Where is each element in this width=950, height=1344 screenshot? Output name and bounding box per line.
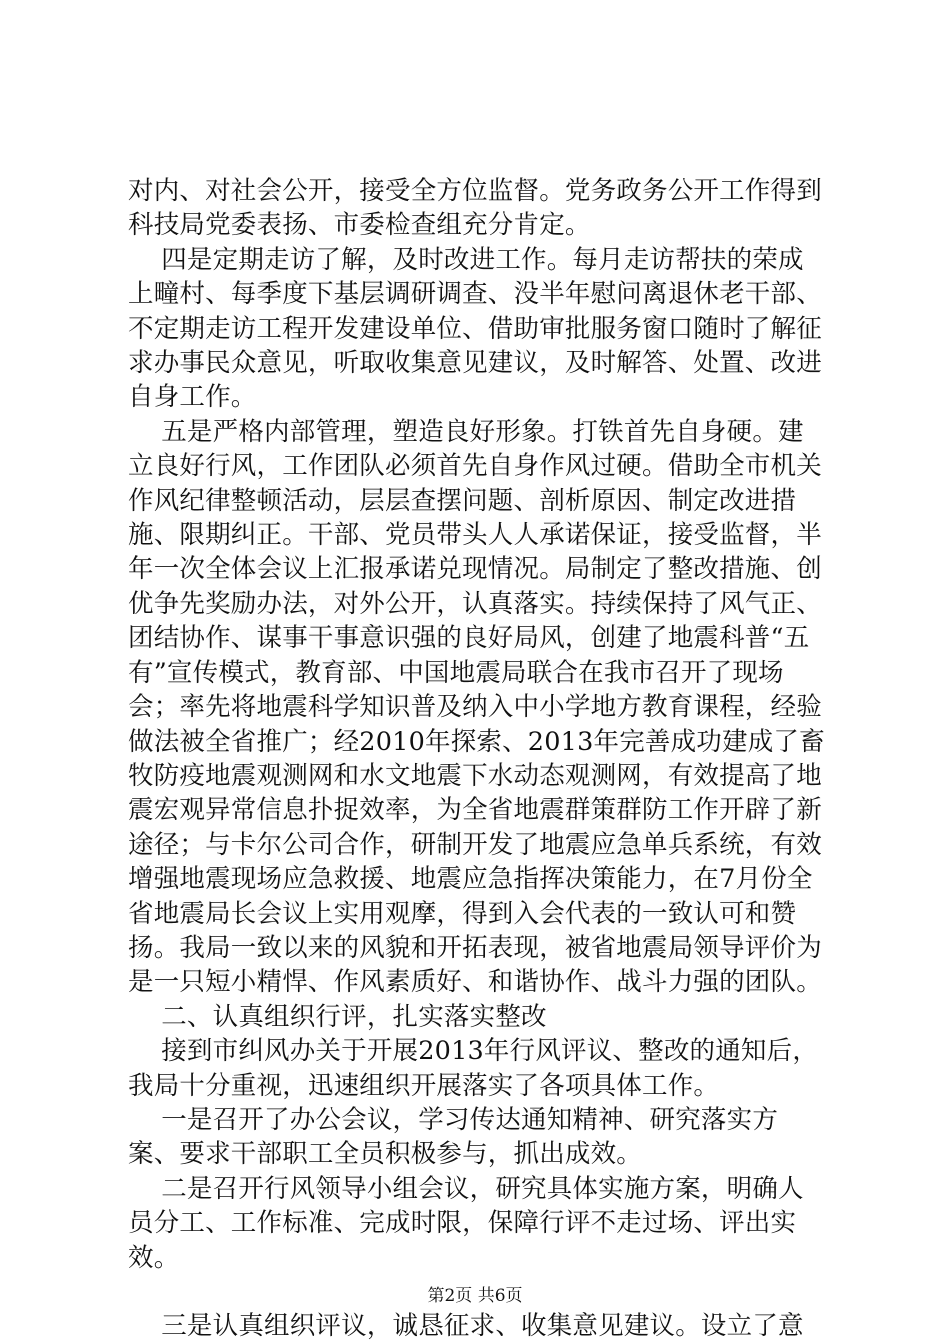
page-number-footer: 第2页 共6页 xyxy=(427,1286,523,1306)
section-heading-two: 二、认真组织行评，扎实落实整改 xyxy=(128,1001,547,1032)
paragraph-disclosure-continued: 对内、对社会公开，接受全方位监督。党务政务公开工作得到科技局党委表扬、市委检查组充分肯定。 xyxy=(128,176,822,241)
document-body xyxy=(128,174,828,1343)
paragraph-point-two-leadership: 二是召开行风领导小组会议，研究具体实施方案，明确人员分工、工作标准、完成时限，保障行评不走过场、评出实效。 xyxy=(128,1173,804,1273)
paragraph-notice-received: 接到市纠风办关于开展2013年行风评议、整改的通知后，我局十分重视，迅速组织开展落实了各项具体工作。 xyxy=(128,1036,819,1101)
paragraph-point-one-meeting: 一是召开了办公会议，学习传达通知精神、研究落实方案、要求干部职工全员积极参与，抓出成效。 xyxy=(128,1104,779,1170)
paragraph-point-three-evaluation: 三是认真组织评议，诚恳征求、收集意见建议。设立了意 xyxy=(128,1311,804,1341)
paragraph-point-four-visits: 四是定期走访了解，及时改进工作。每月走访帮扶的荣成上疃村、每季度下基层调研调查、没半年慰问离退休老干部、不定期走访工程开发建设单位、借助审批服务窗口随时了解征求办事民众意见，听取收集意见建议，及时解答、处置、改进自身工作。 xyxy=(128,244,822,413)
paragraph-point-five-management: 五是严格内部管理，塑造良好形象。打铁首先自身硬。建立良好行风，工作团队必须首先自身作风过硬。借助全市机关作风纪律整顿活动，层层查摆问题、剖析原因、制定改进措施、限期纠正。干部、党员带头人人承诺保证，接受监督，半年一次全体会议上汇报承诺兑现情况。局制定了整改措施、创优争先奖励办法，对外公开，认真落实。持续保持了风气正、团结协作、谋事干事意识强的良好局风，创建了地震科普“五有”宣传模式，教育部、中国地震局联合在我市召开了现场会；率先将地震科学知识普及纳入中小学地方教育课程，经验做法被全省推广；经2010年探索、2013年完善成功建成了畜牧防疫地震观测网和水文地震下水动态观测网，有效提高了地震宏观异常信息扑捉效率，为全省地震群策群防工作开辟了新途径；与卡尔公司合作，研制开发了地震应急单兵系统，有效增强地震现场应急救援、地震应急指挥决策能力，在7月份全省地震局长会议上实用观摩，得到入会代表的一致认可和赞扬。我局一致以来的风貌和开拓表现，被省地震局领导评价为是一只短小精悍、作风素质好、和谐协作、战斗力强的团队。 xyxy=(128,416,825,998)
